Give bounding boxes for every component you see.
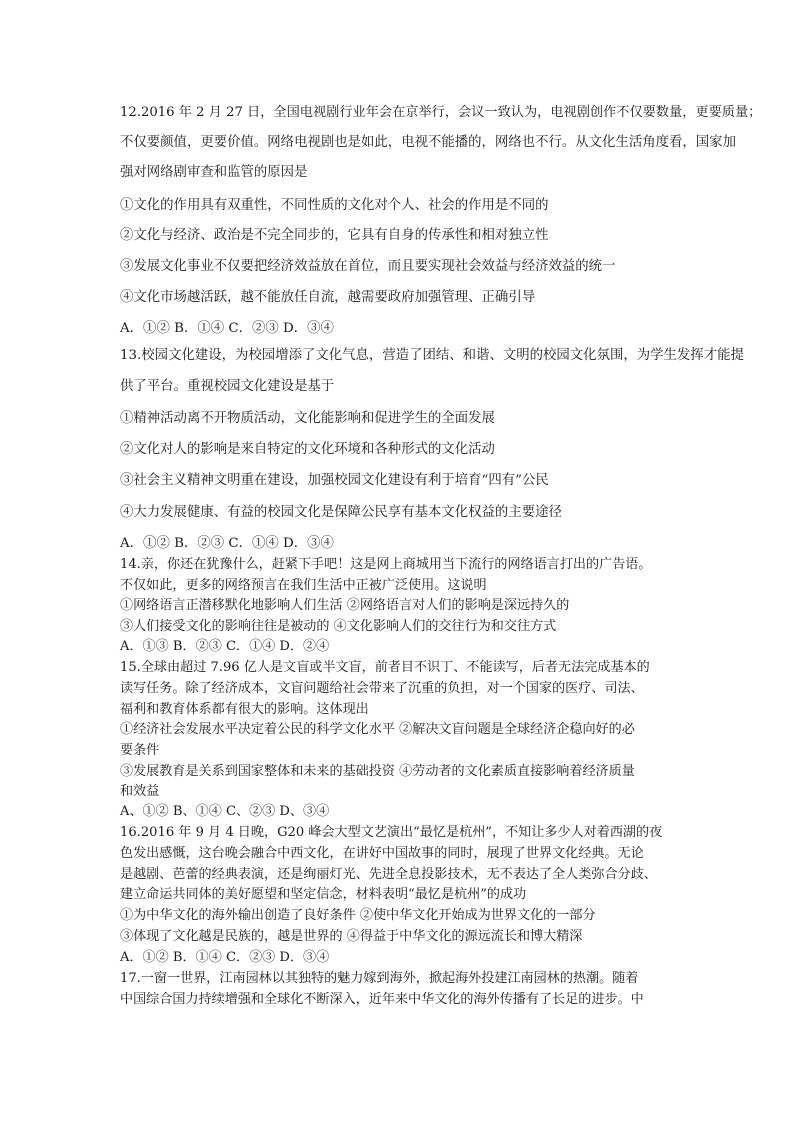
question-stem-line: 色发出感慨，这台晚会融合中西文化，在讲好中国故事的同时，展现了世界文化经典。无论 [120, 846, 644, 861]
question-stem-line: 16.2016 年 9 月 4 日晚，G20 峰会大型文艺演出“最忆是杭州”，不知让多少人对着西湖的夜 [120, 825, 663, 840]
question-stem-line: 不仅如此，更多的网络预言在我们生活中正被广泛使用。这说明 [120, 578, 487, 593]
choice-item: ③发展教育是关系到国家整体和未来的基础投资 ④劳动者的文化素质直接影响着经济质量 [120, 764, 635, 779]
choice-item: ①网络语言正潜移默化地影响人们生活 ②网络语言对人们的影响是深远持久的 [120, 598, 570, 613]
question-stem-line: 读写任务。除了经济成本，文盲问题给社会带来了沉重的负担，对一个国家的医疗、司法、 [120, 681, 644, 696]
answer-options: A．①② B．②③ C．①④ D．③④ [120, 536, 334, 551]
question-stem-line: 17.一窗一世界，江南园林以其独特的魅力嫁到海外，掀起海外投建江南园林的热潮。随着 [120, 971, 639, 986]
choice-item: ②文化与经济、政治是不完全同步的，它具有自身的传承性和相对独立性 [120, 228, 549, 243]
choice-item: ①为中华文化的海外输出创造了良好条件 ②使中华文化开始成为世界文化的一部分 [120, 908, 596, 923]
answer-options: A．①② B．①④ C．②③ D．③④ [120, 321, 334, 336]
question-stem-line: 福利和教育体系都有很大的影响。这体现出 [120, 702, 369, 717]
choice-item: ①经济社会发展水平决定着公民的科学文化水平 ②解决文盲问题是全球经济企稳向好的必 [120, 722, 635, 737]
answer-options: A、①② B、①④ C、②③ D、③④ [120, 804, 330, 819]
choice-item: ④文化市场越活跃，越不能放任自流，越需要政府加强管理、正确引导 [120, 290, 536, 305]
question-stem-line: 建立命运共同体的美好愿望和坚定信念，材料表明“最忆是杭州”的成功 [120, 887, 527, 902]
choice-item: ①文化的作用具有双重性，不同性质的文化对个人、社会的作用是不同的 [120, 198, 549, 213]
question-stem-line: 12.2016 年 2 月 27 日，全国电视剧行业年会在京举行，会议一致认为，电视剧创作不仅要数量，更要质量； [120, 105, 762, 120]
choice-item: ③体现了文化越是民族的，越是世界的 ④得益于中华文化的源远流长和博大精深 [120, 929, 583, 944]
choice-item: 要条件 [120, 743, 160, 758]
choice-item: ③发展文化事业不仅要把经济效益放在首位，而且要实现社会效益与经济效益的统一 [120, 259, 616, 274]
question-stem-line: 15.全球由超过 7.96 亿人是文盲或半文盲，前者目不识丁、不能读写，后者无法完成基本的 [120, 660, 650, 675]
question-stem-line: 中国综合国力持续增强和全球化不断深入，近年来中华文化的海外传播有了长足的进步。中 [120, 992, 644, 1007]
question-stem-line: 是越剧、芭蕾的经典表演，还是绚丽灯光、先进全息投影技术，无不表达了全人类弥合分歧、 [120, 867, 657, 882]
answer-options: A．①② B．①④ C．②③ D．③④ [120, 950, 330, 965]
answer-options: A．①③ B．②③ C．①④ D．②④ [120, 639, 330, 654]
question-stem-line: 供了平台。重视校园文化建设是基于 [120, 379, 335, 394]
choice-item: ③人们接受文化的影响往往是被动的 ④文化影响人们的交往行为和交往方式 [120, 619, 557, 634]
choice-item: ③社会主义精神文明重在建设，加强校园文化建设有利于培育“四有”公民 [120, 473, 549, 488]
choice-item: ①精神活动离不开物质活动，文化能影响和促进学生的全面发展 [120, 411, 495, 426]
choice-item: 和效益 [120, 784, 160, 799]
question-stem-line: 强对网络剧审查和监管的原因是 [120, 165, 308, 180]
choice-item: ④大力发展健康、有益的校园文化是保障公民享有基本文化权益的主要途径 [120, 505, 562, 520]
question-stem-line: 14.亲，你还在犹豫什么，赶紧下手吧！这是网上商城用当下流行的网络语言打出的广告语。 [120, 557, 652, 572]
choice-item: ②文化对人的影响是来自特定的文化环境和各种形式的文化活动 [120, 442, 495, 457]
question-stem-line: 13.校园文化建设，为校园增添了文化气息，营造了团结、和谐、文明的校园文化氛围，为学生发挥才能提 [120, 348, 744, 363]
question-stem-line: 不仅要颜值，更要价值。网络电视剧也是如此，电视不能播的，网络也不行。从文化生活角度看，国家加 [120, 135, 736, 150]
